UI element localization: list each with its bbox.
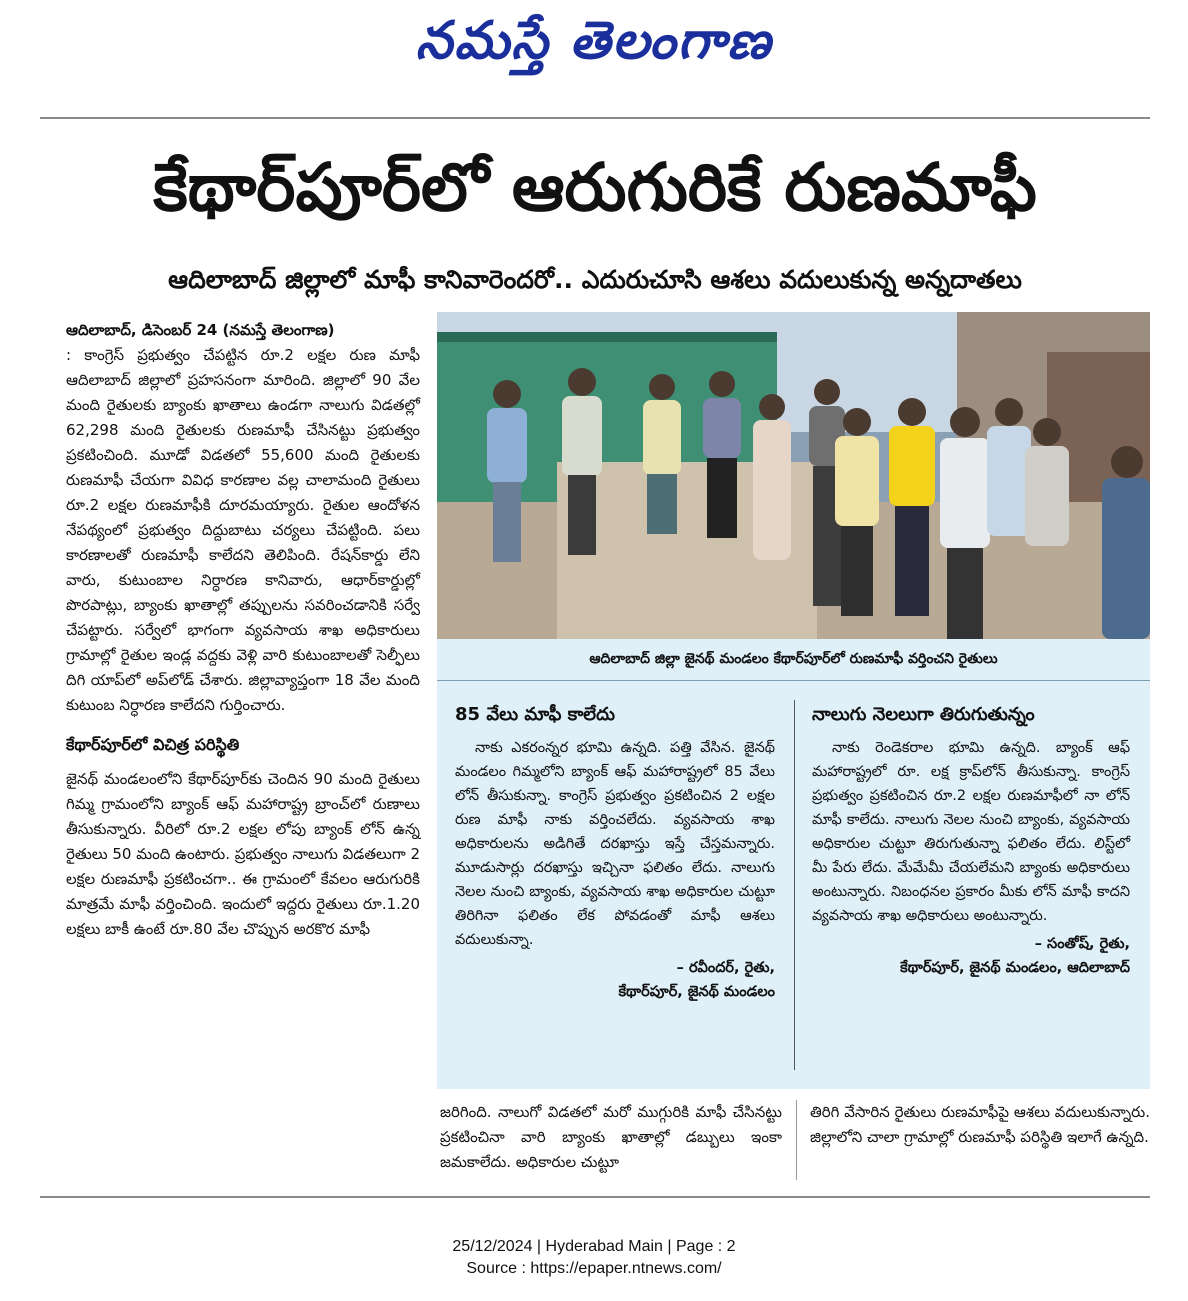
- quote-box-1-body: నాకు ఎకరంన్నర భూమి ఉన్నది. పత్తి వేసిన. జైనథ్ మండలం గిమ్మలోని బ్యాంక్ ఆఫ్ మహారాష్ట్రలో 85 వేలు లోన్ తీసుకున్నా. కాంగ్రెస్ ప్రభుత్వం ప్రకటించిన 2 లక్షల రుణ మాఫీ నాకు వర్తించలేదు. వ్యవసాయ శాఖ అధికారులను అడిగితే దరఖాస్తు ఇస్తే చేస్తమన్నారు. మూడుసార్లు దరఖాస్తు ఇచ్చినా ఫలితం లేదు. నాలుగు నెలల నుంచి బ్యాంకు, వ్యవసాయ శాఖ అధికారుల చుట్టూ తిరిగినా ఫలితం లేక పోవడంతో మాఫీ ఆశలు వదులుకున్నా.: [455, 740, 775, 948]
- column-divider: [796, 1100, 797, 1180]
- masthead-divider: [40, 117, 1150, 119]
- headline: కేథార్‌పూర్‌లో ఆరుగురికే రుణమాఫీ: [153, 149, 1037, 226]
- caption-rule: [437, 680, 1150, 681]
- quote-box-2-body: నాకు రెండెకరాల భూమి ఉన్నది. బ్యాంక్ ఆఫ్ మహారాష్ట్రలో రూ. లక్ష క్రాప్‌లోన్ తీసుకున్నా. కాంగ్రెస్ ప్రభుత్వం ప్రకటించిన రూ.2 లక్షల రుణమాఫీలో నా లోన్ మాఫీ కాలేదు. నాలుగు నెలల నుంచి బ్యాంకు, వ్యవసాయ అధికారుల చుట్టూ తిరుగుతున్నా ఫలితం లేదు. లిస్ట్‌లో మీ పేరు లేదు. మేమేమీ చేయలేమని బ్యాంకు అధికారులు అంటున్నారు. నిబంధనల ప్రకారం మీకు లోన్ మాఫీ కాదని వ్యవసాయ శాఖ అధికారులు అంటున్నారు.: [812, 740, 1130, 924]
- quote-box-1-signature-name: – రవీందర్, రైతు,: [676, 960, 775, 976]
- article-paragraph-2: జైనథ్ మండలంలోని కేథార్‌పూర్‌కు చెందిన 90 మంది రైతులు గిమ్మ గ్రామంలోని బ్యాంక్ ఆఫ్ మహారాష్ట్ర బ్రాంచ్‌లో రుణాలు తీసుకున్నారు. వీరిలో రూ.2 లక్షల లోపు బ్యాంక్ లోన్ ఉన్న రైతులు 50 మంది ఉంటారు. ప్రభుత్వం నాలుగు విడతలుగా 2 లక్షల రుణమాఫీ ప్రకటించగా.. ఈ గ్రామంలో కేవలం ఆరుగురికి మాత్రమే మాఫీ వర్తించింది. ఇందులో ఇద్దరు రైతులు రూ.1.20 లక్షలు బాకీ ఉంటే రూ.80 వేల చొప్పున అరకొర మాఫీ: [66, 770, 420, 938]
- source-link[interactable]: Source : https://epaper.ntnews.com/: [466, 1260, 722, 1277]
- edition-info: 25/12/2024 | Hyderabad Main | Page : 2: [452, 1238, 736, 1255]
- article-continuation-right: తిరిగి వేసారిన రైతులు రుణమాఫీపై ఆశలు వదులుకున్నారు. జిల్లాలోని చాలా గ్రామాల్లో రుణమాఫీ పరిస్థితి ఇలాగే ఉన్నది.: [810, 1103, 1150, 1146]
- farmers-photo-illustration: [437, 312, 1150, 639]
- quote-box-2-title: నాలుగు నెలలుగా తిరుగుతున్నం: [812, 704, 1035, 725]
- quote-box-1-signature-place: కేథార్‌పూర్, జైనథ్ మండలం: [618, 984, 775, 1000]
- article-subheading: కేథార్‌పూర్‌లో విచిత్ర పరిస్థితి: [66, 735, 240, 754]
- quote-box-divider: [794, 700, 795, 1070]
- newspaper-masthead: నమస్తే తెలంగాణ: [415, 10, 773, 71]
- quote-box-1-title: 85 వేలు మాఫీ కాలేదు: [455, 704, 616, 725]
- quote-box-1: [455, 700, 775, 1004]
- quote-box-2-signature-place: కేథార్‌పూర్, జైనథ్ మండలం, ఆదిలాబాద్: [900, 960, 1130, 976]
- dateline: ఆదిలాబాద్, డిసెంబర్ 24 (నమస్తే తెలంగాణ): [66, 321, 335, 339]
- article-continuation-middle: జరిగింది. నాలుగో విడతలో మరో ముగ్గురికి మాఫీ చేసినట్టు ప్రకటించినా వారి బ్యాంకు ఖాతాల్లో డబ్బులు ఇంకా జమకాలేదు. అధికారుల చుట్టూ: [440, 1103, 782, 1171]
- quote-box-2: [812, 700, 1130, 980]
- article-left-column: [66, 318, 420, 942]
- farmers-photo: [437, 312, 1150, 639]
- article-paragraph-1: : కాంగ్రెస్ ప్రభుత్వం చేపట్టిన రూ.2 లక్షల రుణ మాఫీ ఆదిలాబాద్ జిల్లాలో ప్రహసనంగా మారింది. జిల్లాలో 90 వేల మంది రైతులకు బ్యాంకు ఖాతాలు ఉండగా నాలుగు విడతల్లో 62,298 మంది రైతులకు రుణమాఫీ చేసినట్టు ప్రభుత్వం ప్రకటించింది. మూడో విడతలో 55,600 మంది రైతులకు రుణమాఫీ చేయగా వివిధ కారణాల వల్ల చాలామంది రైతులు రూ.2 లక్షల రుణమాఫీకి దూరమయ్యారు. రైతుల ఆందోళన నేపథ్యంలో ప్రభుత్వం దిద్దుబాటు చర్యలు చేపట్టింది. పలు కారణాలతో రుణమాఫీ కాలేదని తెలిపింది. రేషన్‌కార్డు లేని వారు, కుటుంబాల నిర్ధారణ కానివారు, ఆధార్‌కార్డుల్లో పొరపాట్లు, బ్యాంకు ఖాతాల్లో తప్పులను సవరించడానికి సర్వే చేపట్టారు. సర్వేలో భాగంగా వ్యవసాయ శాఖ అధికారులు గ్రామాల్లో రైతుల ఇండ్ల వద్దకు వెళ్లి వారి కుటుంబాలతో సెల్ఫీలు దిగి యాప్‌లో అప్‌లోడ్ చేశారు. జిల్లావ్యాప్తంగా 18 వేల మంది కుటుంబ నిర్ధారణ కాలేదని గుర్తించారు.: [66, 346, 420, 714]
- quote-box-2-signature-name: – సంతోష్, రైతు,: [1034, 936, 1130, 952]
- subheadline: ఆదిలాబాద్ జిల్లాలో మాఫీ కానివారెందరో.. ఎదురుచూసి ఆశలు వదులుకున్న అన్నదాతలు: [168, 265, 1022, 294]
- photo-caption: ఆదిలాబాద్ జిల్లా జైనథ్ మండలం కేథార్‌పూర్‌లో రుణమాఫీ వర్తించని రైతులు: [589, 651, 998, 667]
- footer-divider: [40, 1196, 1150, 1198]
